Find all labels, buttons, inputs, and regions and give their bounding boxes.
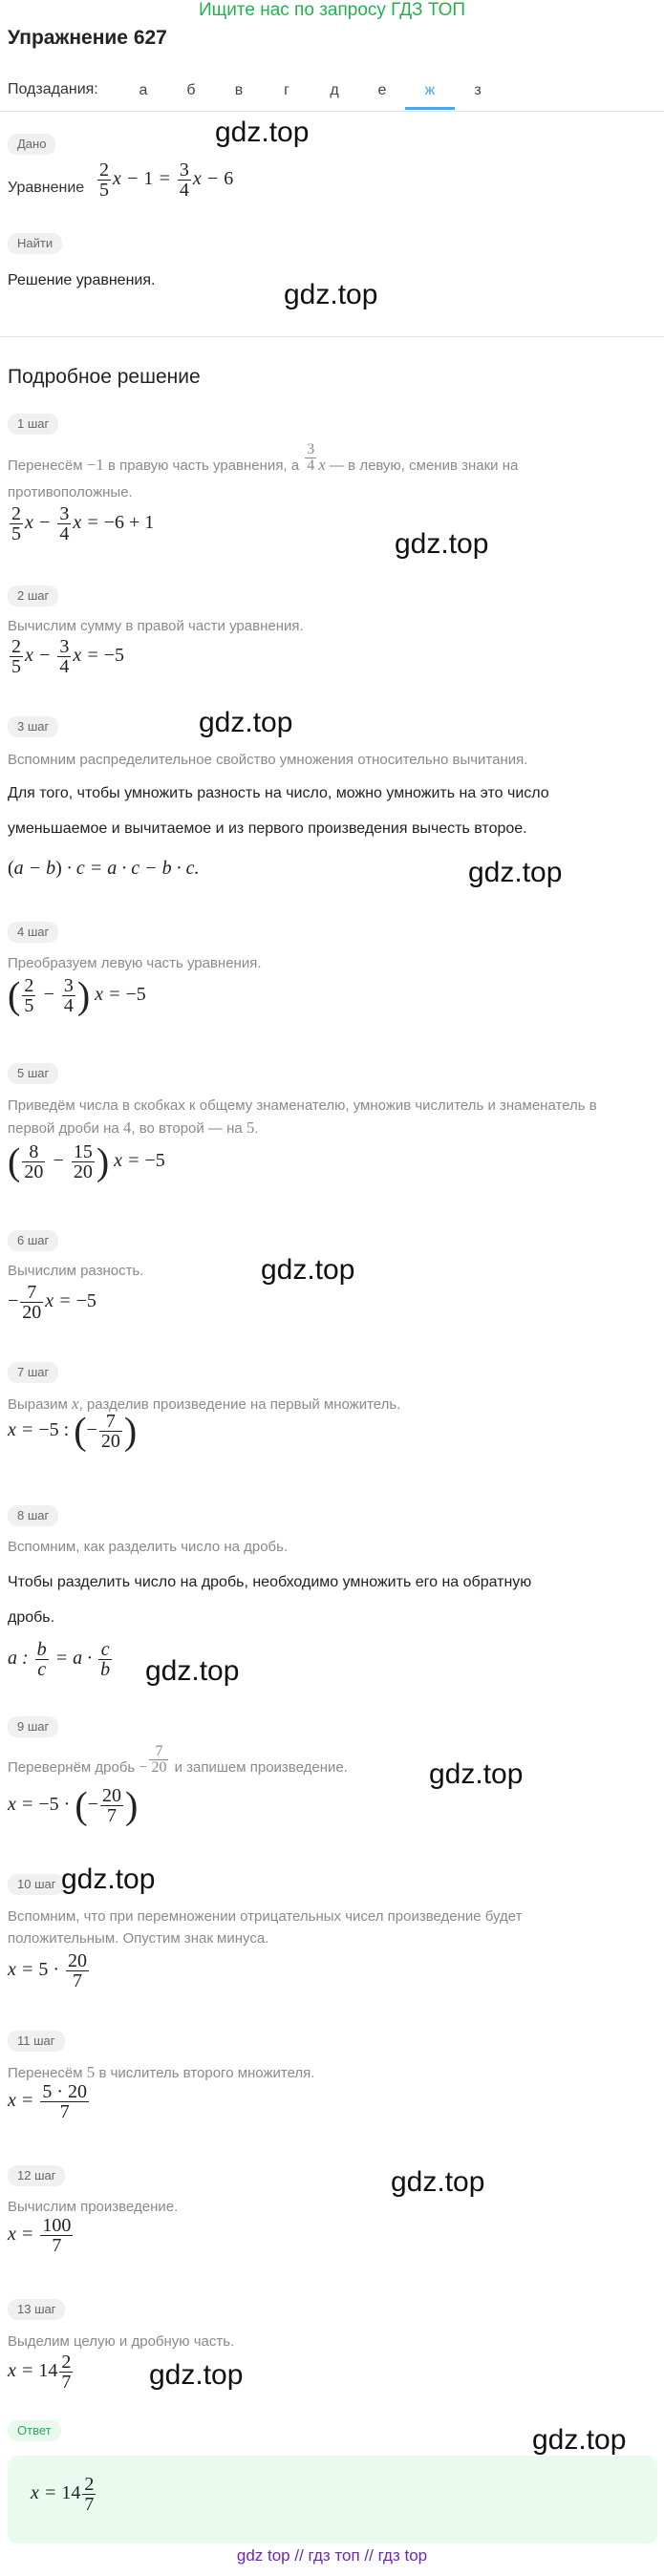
step-text: Перенесём −1 в правую часть уравнения, а $\frac{3}{4}$ x — в левую, сменив знаки на — [8, 440, 519, 474]
watermark: gdz.top — [284, 279, 378, 310]
step-math: (a − b) · c = a · c − b · c. — [8, 858, 200, 879]
subtab-e[interactable]: е — [377, 82, 387, 98]
answer-badge: Ответ — [8, 2420, 61, 2441]
subtab-v[interactable]: в — [234, 82, 244, 98]
step-text: Вспомним, как разделить число на дробь. — [8, 1539, 289, 1555]
step-text: Выделим целую и дробную часть. — [8, 2333, 235, 2350]
subtab-d[interactable]: д — [330, 82, 339, 98]
watermark: gdz.top — [532, 2424, 627, 2456]
step-math: a : $\frac{b}{c}$ = a · $\frac{c}{b}$ — [8, 1639, 111, 1680]
step-text: Преобразуем левую часть уравнения. — [8, 955, 262, 971]
rule-text: Для того, чтобы умножить разность на число, можно умножить на это число — [8, 785, 549, 801]
step-math: − $\frac{7}{20}$ x = −5 — [8, 1282, 96, 1323]
footer-link[interactable]: гдз топ — [308, 2546, 360, 2565]
solution-heading: Подробное решение — [8, 366, 201, 388]
footer-link[interactable]: гдз top — [377, 2546, 428, 2565]
watermark: gdz.top — [468, 857, 563, 888]
step-math: x = 5 · $\frac{20}{7}$ — [8, 1950, 88, 1991]
step-badge: 6 шаг — [8, 1230, 58, 1251]
find-text: Решение уравнения. — [8, 272, 156, 288]
subtab-b[interactable]: б — [186, 82, 196, 98]
step-math: ( $\frac{8}{20}$ − $\frac{15}{20}$ ) x = −5 — [8, 1139, 165, 1183]
step-badge: 5 шаг — [8, 1063, 58, 1084]
watermark: gdz.top — [145, 1655, 240, 1687]
step-math: $\frac{2}{5}$ x − $\frac{3}{4}$ x = −5 — [11, 636, 125, 677]
step-text: Перенесём 5 в числитель второго множителя. — [8, 2063, 315, 2081]
step-badge: 2 шаг — [8, 585, 58, 607]
rule-text: уменьшаемое и вычитаемое и из первого произведения вычесть второе. — [8, 820, 527, 837]
rule-text: дробь. — [8, 1609, 55, 1626]
step-badge: 4 шаг — [8, 922, 58, 943]
step-text: Вычислим произведение. — [8, 2199, 179, 2215]
step-badge: 12 шаг — [8, 2165, 65, 2186]
page-title: Упражнение 627 — [8, 27, 167, 49]
step-badge: 9 шаг — [8, 1716, 58, 1737]
step-math: x = −5 : (− $\frac{7}{20}$ ) — [8, 1409, 138, 1453]
step-math: x = $\frac{100}{7}$ — [8, 2215, 72, 2256]
watermark: gdz.top — [429, 1758, 524, 1790]
active-subtab-indicator — [405, 107, 455, 110]
step-badge: 8 шаг — [8, 1505, 58, 1526]
watermark: gdz.top — [215, 117, 310, 148]
step-badge: 7 шаг — [8, 1362, 58, 1383]
step-text: Перевернём дробь − $\frac{7}{20}$ и запишем произведение. — [8, 1742, 348, 1776]
footer-links — [0, 2544, 664, 2567]
subtab-a[interactable]: а — [139, 82, 148, 98]
step-text: Вычислим сумму в правой части уравнения. — [8, 618, 304, 634]
footer-separator: // — [364, 2546, 374, 2565]
given-prefix: Уравнение — [8, 180, 85, 196]
divider — [0, 111, 664, 112]
step-math: $\frac{2}{5}$ x − $\frac{3}{4}$ x = −6 + 1 — [11, 503, 155, 544]
subtab-z[interactable]: з — [474, 82, 482, 98]
find-badge: Найти — [8, 233, 62, 254]
step-text: Вспомним распределительное свойство умножения относительно вычитания. — [8, 752, 528, 768]
rule-text: Чтобы разделить число на дробь, необходимо умножить его на обратную — [8, 1574, 532, 1590]
watermark: gdz.top — [391, 2166, 485, 2198]
subtab-zh[interactable]: ж — [424, 82, 436, 98]
watermark: gdz.top — [149, 2359, 244, 2391]
watermark: gdz.top — [199, 707, 293, 738]
step-math: ( $\frac{2}{5}$ − $\frac{3}{4}$ ) x = −5 — [8, 973, 146, 1017]
footer-link[interactable]: gdz top — [236, 2546, 290, 2565]
step-math: x = −5 · (− $\frac{20}{7}$ ) — [8, 1783, 139, 1827]
watermark: gdz.top — [395, 528, 489, 560]
watermark: gdz.top — [261, 1254, 355, 1286]
subtask-tabs — [0, 80, 664, 107]
step-text: первой дроби на 4, во второй — на 5. — [8, 1118, 259, 1137]
divider — [0, 336, 664, 337]
step-text: Выразим x, разделив произведение на первый множитель. — [8, 1394, 401, 1413]
step-badge: 3 шаг — [8, 716, 58, 737]
step-badge: 10 шаг — [8, 1874, 65, 1895]
answer-box — [8, 2456, 657, 2544]
step-badge: 1 шаг — [8, 414, 58, 435]
step-badge: 13 шаг — [8, 2299, 65, 2320]
subtasks-label: Подзадания: — [8, 81, 98, 97]
footer-separator: // — [294, 2546, 304, 2565]
watermark: gdz.top — [61, 1863, 156, 1895]
given-badge: Дано — [8, 134, 55, 155]
answer-math: x = 14 $\frac{2}{7}$ — [31, 2474, 95, 2515]
step-math: x = 14 $\frac{2}{7}$ — [8, 2352, 72, 2393]
promo-banner: Ищите нас по запросу ГДЗ ТОП — [198, 0, 466, 20]
step-text: Вычислим разность. — [8, 1263, 144, 1279]
step-text: положительным. Опустим знак минуса. — [8, 1930, 269, 1947]
step-text: противоположные. — [8, 484, 133, 500]
step-text: Приведём числа в скобках к общему знаменателю, умножив числитель и знаменатель в — [8, 1097, 597, 1114]
step-text: Вспомним, что при перемножении отрицательных чисел произведение будет — [8, 1908, 523, 1925]
given-equation: $\frac{2}{5}$ x − 1 = $\frac{3}{4}$ x − 6 — [99, 160, 234, 201]
subtab-g[interactable]: г — [284, 82, 289, 98]
step-math: x = $\frac{5 \cdot 20}{7}$ — [8, 2081, 88, 2122]
step-badge: 11 шаг — [8, 2031, 65, 2052]
